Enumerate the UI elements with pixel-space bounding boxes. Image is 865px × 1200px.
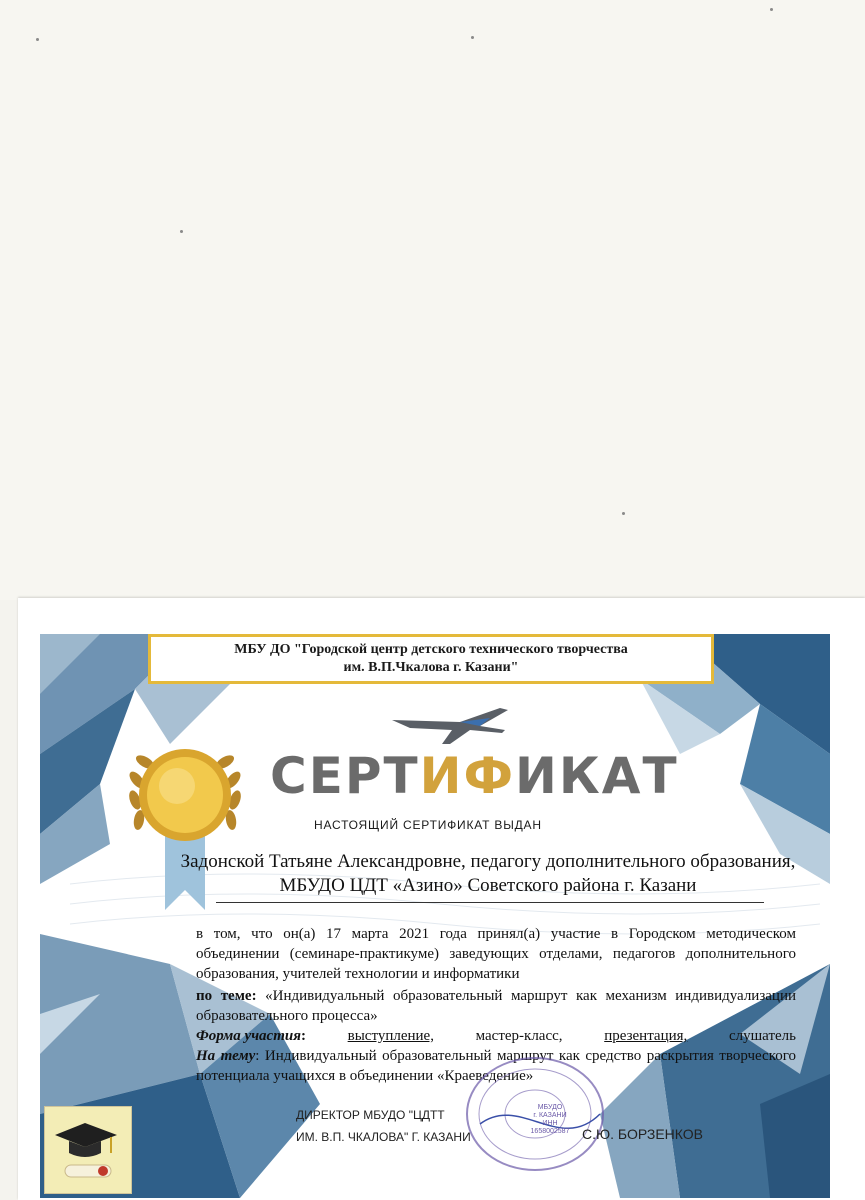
theme-paragraph — [196, 986, 796, 1026]
organization-line-1: МБУ ДО "Городской центр детского технического творчества — [234, 642, 628, 657]
signer-title-line-2: ИМ. В.П. ЧКАЛОВА" Г. КАЗАНИ — [296, 1130, 471, 1144]
theme-text: «Индивидуальный образовательный маршрут как механизм индивидуализации образовательного процесса» — [196, 988, 796, 1024]
form-option-speech: выступление, — [347, 1028, 434, 1044]
signer-title-line-1: ДИРЕКТОР МБУДО "ЦДТТ — [296, 1108, 445, 1122]
airplane-icon — [390, 700, 510, 750]
scan-speck — [770, 8, 773, 11]
recipient-line-2: МБУДО ЦДТ «Азино» Советского района г. Казани — [279, 875, 697, 896]
topic-label: На тему — [196, 1048, 256, 1064]
certificate-title — [270, 746, 679, 806]
certificate-sheet — [18, 598, 865, 1200]
recipient-line-1: Задонской Татьяне Александровне, педагогу дополнительного образования, — [180, 851, 796, 872]
stamp-text-line-1: МБУДО — [537, 1104, 563, 1111]
form-option-masterclass: мастер-класс, — [475, 1028, 563, 1044]
scan-speck — [471, 36, 474, 39]
title-part-3: ИКАТ — [515, 747, 679, 805]
recipient — [158, 850, 818, 898]
title-part-1: СЕРТ — [270, 747, 420, 805]
scan-speck — [180, 230, 183, 233]
form-label: Форма участия — [196, 1028, 301, 1044]
scan-speck — [622, 512, 625, 515]
graduation-logo — [44, 1106, 132, 1194]
participation-paragraph: в том, что он(а) 17 марта 2021 года принял(а) участие в Городском методическом объединении (семинаре-практикуме) заведующих отделами, педагогов дополнительного образования, учителей технологии и информатики — [196, 926, 796, 982]
organization-line-2: им. В.П.Чкалова г. Казани" — [343, 660, 519, 675]
signer-name: С.Ю. БОРЗЕНКОВ — [582, 1126, 704, 1142]
graduation-cap-icon — [45, 1107, 131, 1193]
title-part-2: ИФ — [419, 747, 516, 805]
form-paragraph — [196, 1026, 796, 1046]
recipient-underline — [216, 902, 764, 903]
form-colon: : — [300, 1028, 306, 1044]
signer-title — [296, 1104, 471, 1148]
stamp-text-line-3: ИНН — [542, 1120, 558, 1127]
form-option-listener: слушатель — [728, 1028, 796, 1044]
organization-header — [148, 634, 714, 684]
scan-speck — [36, 38, 39, 41]
issued-label: НАСТОЯЩИЙ СЕРТИФИКАТ ВЫДАН — [314, 818, 542, 832]
certificate — [40, 634, 830, 1198]
stamp-text-line-2: г. КАЗАНИ — [533, 1112, 567, 1119]
topic-text: : Индивидуальный образовательный маршрут как средство раскрытия творческого потенциала учащихся в объединении «Краеведение» — [196, 1048, 797, 1084]
theme-label: по теме: — [196, 988, 257, 1004]
stamp-text-line-4: 1658002587 — [530, 1128, 570, 1135]
form-option-presentation: презентация, — [604, 1028, 688, 1044]
